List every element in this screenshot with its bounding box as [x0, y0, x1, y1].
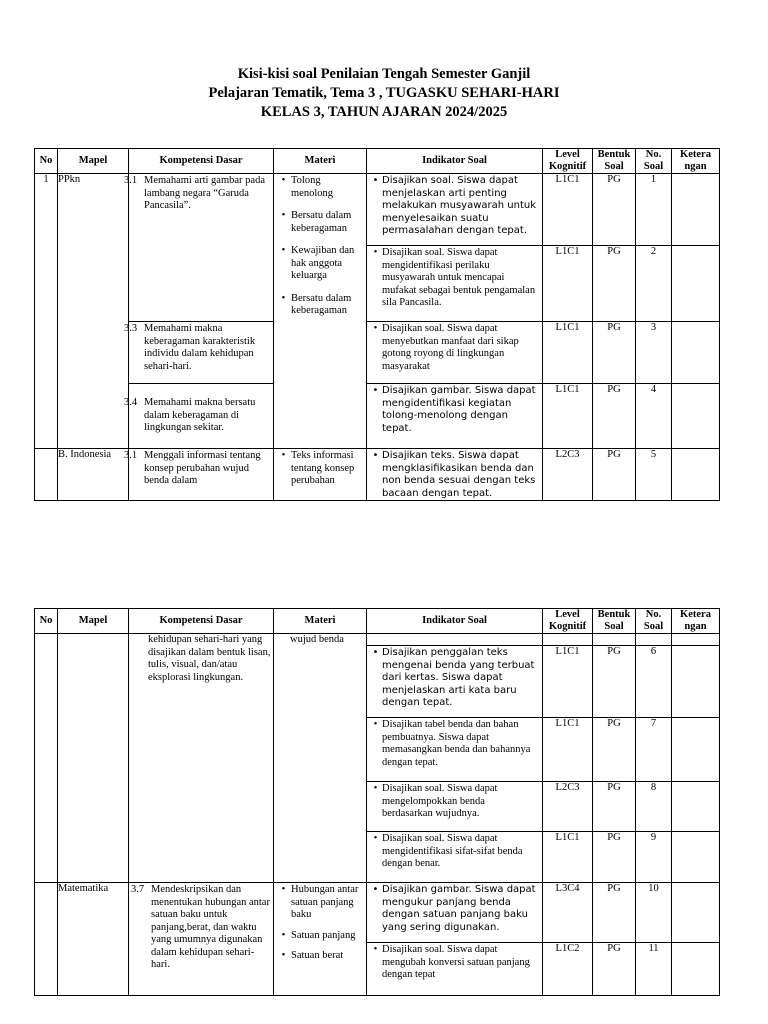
document-subtitle: Pelajaran Tematik, Tema 3 , TUGASKU SEHARI-HARI	[208, 85, 560, 101]
indikator-text: Disajikan teks. Siswa dapat mengklasifikasikan benda dan non benda sesuai dengan teks bacaan dengan tepat.	[382, 450, 536, 499]
bentuk-cell: PG	[593, 782, 636, 832]
bentuk-cell: PG	[593, 718, 636, 782]
bentuk-cell: PG	[593, 384, 636, 449]
bullet-icon: •	[373, 833, 378, 844]
bentuk-cell: PG	[593, 174, 636, 246]
bullet-icon: •	[281, 450, 286, 461]
list-item	[276, 930, 364, 943]
header-no-soal: No. Soal	[636, 609, 672, 634]
materi-cell	[274, 883, 367, 996]
keterangan-cell	[672, 384, 720, 449]
indikator-text: Disajikan soal. Siswa dapat mengidentifikasi sifat-sifat benda dengan benar.	[382, 833, 523, 869]
indikator-cell	[367, 883, 543, 943]
materi-text: Tolong menolong	[291, 175, 333, 199]
bullet-icon: •	[372, 385, 379, 396]
keterangan-cell	[672, 943, 720, 996]
header-kompetensi-dasar: Kompetensi Dasar	[129, 609, 274, 634]
mapel-cell: Matematika	[58, 883, 129, 996]
table-row	[35, 174, 720, 246]
bullet-icon: •	[372, 647, 379, 658]
indikator-cell	[367, 718, 543, 782]
materi-text: Bersatu dalam keberagaman	[291, 210, 352, 234]
kd-number: 3.1	[124, 175, 138, 186]
level-cell: L1C1	[543, 246, 593, 322]
header-level-kognitif: Level Kognitif	[543, 149, 593, 174]
no-soal-cell: 2	[636, 246, 672, 322]
bentuk-cell: PG	[593, 943, 636, 996]
mapel-cell: PPkn	[58, 174, 129, 449]
level-cell: L1C1	[543, 646, 593, 718]
kd-cell	[129, 634, 274, 883]
bentuk-cell: PG	[593, 646, 636, 718]
kd-cell	[124, 322, 274, 384]
header-mapel: Mapel	[58, 149, 129, 174]
level-cell: L3C4	[543, 883, 593, 943]
level-cell	[543, 634, 593, 646]
grid-table-page2	[34, 608, 720, 996]
bentuk-cell: PG	[593, 832, 636, 883]
materi-text: Satuan berat	[291, 950, 344, 961]
header-no: No	[35, 149, 58, 174]
keterangan-cell	[672, 449, 720, 501]
header-keterangan: Ketera ngan	[672, 149, 720, 174]
kd-text: Mendeskripsikan dan menentukan hubungan antar satuan baku untuk panjang,berat, dan waktu yang umumnya digunakan dalam kehidupan sehari-hari.	[151, 884, 270, 970]
header-bentuk-soal: Bentuk Soal	[593, 609, 636, 634]
keterangan-cell	[672, 322, 720, 384]
document-title: Kisi-kisi soal Penilaian Tengah Semester Ganjil	[237, 66, 531, 82]
indikator-cell	[367, 634, 543, 646]
keterangan-cell	[672, 782, 720, 832]
indikator-cell	[367, 832, 543, 883]
bullet-icon: •	[373, 783, 378, 794]
row-number	[35, 634, 58, 883]
indikator-text: Disajikan gambar. Siswa dapat mengukur panjang benda dengan satuan panjang baku yang sering digunakan.	[382, 884, 536, 933]
header-no-soal: No. Soal	[636, 149, 672, 174]
no-soal-cell: 1	[636, 174, 672, 246]
kd-number: 3.4	[124, 397, 138, 408]
table-row	[35, 634, 720, 646]
no-soal-cell: 11	[636, 943, 672, 996]
kd-text: Memahami makna keberagaman karakteristik individu dalam kehidupan sehari-hari.	[144, 323, 256, 372]
materi-text: Satuan panjang	[291, 929, 356, 941]
keterangan-cell	[672, 646, 720, 718]
kd-number: 3.7	[131, 884, 145, 895]
indikator-text: Disajikan soal. Siswa dapat menyebutkan manfaat dari sikap gotong royong di lingkungan masyarakat	[382, 323, 519, 372]
header-mapel: Mapel	[58, 609, 129, 634]
keterangan-cell	[672, 174, 720, 246]
no-soal-cell: 4	[636, 384, 672, 449]
keterangan-cell	[672, 718, 720, 782]
bentuk-cell: PG	[593, 449, 636, 501]
bullet-icon: •	[281, 210, 286, 221]
indikator-text: Disajikan gambar. Siswa dapat mengidentifikasi kegiatan tolong-menolong dengan tepat.	[382, 385, 536, 434]
indikator-cell	[367, 449, 543, 501]
no-soal-cell: 6	[636, 646, 672, 718]
no-soal-cell	[636, 634, 672, 646]
level-cell: L1C1	[543, 718, 593, 782]
header-indikator-soal: Indikator Soal	[367, 609, 543, 634]
level-cell: L1C1	[543, 832, 593, 883]
table-row	[35, 449, 720, 501]
indikator-text: Disajikan soal. Siswa dapat mengidentifikasi perilaku musyawarah untuk mencapai mufakat sebagai bentuk pengamalan sila Pancasila.	[382, 247, 536, 308]
no-soal-cell: 8	[636, 782, 672, 832]
kd-number: 3.3	[124, 323, 138, 334]
indikator-cell	[367, 246, 543, 322]
header-keterangan: Ketera ngan	[672, 609, 720, 634]
materi-cell	[274, 174, 367, 449]
no-soal-cell: 5	[636, 449, 672, 501]
indikator-cell	[367, 782, 543, 832]
indikator-cell	[367, 174, 543, 246]
bullet-icon: •	[281, 245, 286, 256]
keterangan-cell	[672, 832, 720, 883]
keterangan-cell	[672, 634, 720, 646]
list-item	[276, 245, 364, 283]
level-cell: L2C3	[543, 782, 593, 832]
kd-text: kehidupan sehari-hari yang disajikan dalam bentuk lisan, tulis, visual, dan/atau eksplorasi lingkungan.	[148, 634, 271, 683]
level-cell: L1C1	[543, 174, 593, 246]
indikator-cell	[367, 943, 543, 996]
table-row	[35, 322, 720, 384]
materi-cell	[274, 449, 367, 501]
header-row	[35, 149, 720, 174]
bullet-icon: •	[281, 884, 286, 895]
header-level-kognitif: Level Kognitif	[543, 609, 593, 634]
indikator-text: Disajikan soal. Siswa dapat mengubah konversi satuan panjang dengan tepat	[382, 944, 530, 980]
no-soal-cell: 10	[636, 883, 672, 943]
list-item	[276, 175, 364, 200]
list-item	[276, 884, 364, 922]
materi-text: wujud benda	[290, 634, 344, 645]
level-cell: L1C2	[543, 943, 593, 996]
no-soal-cell: 3	[636, 322, 672, 384]
materi-text: Teks informasi tentang konsep perubahan	[291, 450, 355, 486]
kd-cell	[129, 883, 274, 996]
materi-cell	[274, 634, 367, 883]
indikator-text: Disajikan soal. Siswa dapat menjelaskan arti penting melakukan musyawarah untuk menyelesaikan suatu permasalahan dengan tepat.	[382, 175, 537, 236]
bullet-icon: •	[281, 929, 286, 941]
bullet-icon: •	[281, 292, 286, 304]
indikator-cell	[367, 646, 543, 718]
kd-cell	[124, 384, 274, 449]
kd-text: Memahami arti gambar pada lambang negara “Garuda Pancasila”.	[144, 175, 265, 211]
bentuk-cell: PG	[593, 883, 636, 943]
header-bentuk-soal: Bentuk Soal	[593, 149, 636, 174]
materi-text: Bersatu dalam keberagaman	[291, 292, 352, 316]
bullet-icon: •	[373, 323, 378, 334]
bullet-icon: •	[373, 944, 378, 955]
level-cell: L2C3	[543, 449, 593, 501]
kd-text: Memahami makna bersatu dalam keberagaman di lingkungan sekitar.	[144, 397, 256, 433]
kd-number: 3.1	[124, 450, 138, 461]
bullet-icon: •	[372, 175, 379, 186]
list-item	[276, 293, 364, 318]
header-materi: Materi	[274, 609, 367, 634]
keterangan-cell	[672, 883, 720, 943]
table-row	[35, 384, 720, 449]
table-row	[35, 883, 720, 943]
bullet-icon: •	[281, 175, 286, 186]
bentuk-cell	[593, 634, 636, 646]
level-cell: L1C1	[543, 384, 593, 449]
bentuk-cell: PG	[593, 322, 636, 384]
mapel-cell: B. Indonesia	[58, 449, 129, 501]
indikator-text: Disajikan tabel benda dan bahan pembuatnya. Siswa dapat memasangkan benda dan bahannya dengan tepat.	[382, 719, 531, 768]
bullet-icon: •	[372, 450, 379, 461]
bullet-icon: •	[372, 884, 379, 895]
level-cell: L1C1	[543, 322, 593, 384]
row-number	[35, 883, 58, 996]
header-row	[35, 609, 720, 634]
list-item	[276, 950, 364, 963]
bentuk-cell: PG	[593, 246, 636, 322]
header-no: No	[35, 609, 58, 634]
kd-text: Menggali informasi tentang konsep perubahan wujud benda dalam	[144, 450, 261, 486]
indikator-text: Disajikan soal. Siswa dapat mengelompokkan benda berdasarkan wujudnya.	[382, 783, 498, 819]
materi-text: Kewajiban dan hak anggota keluarga	[291, 245, 355, 281]
kd-cell	[124, 174, 274, 322]
header-indikator-soal: Indikator Soal	[367, 149, 543, 174]
grid-table-page1	[34, 148, 720, 501]
header-kompetensi-dasar: Kompetensi Dasar	[129, 149, 274, 174]
mapel-cell	[58, 634, 129, 883]
list-item	[276, 210, 364, 235]
kd-cell	[124, 449, 274, 501]
row-number	[35, 449, 58, 501]
document-class-year: KELAS 3, TAHUN AJARAN 2024/2025	[260, 104, 508, 120]
bullet-icon: •	[281, 950, 286, 961]
header-materi: Materi	[274, 149, 367, 174]
row-number: 1	[35, 174, 58, 449]
bullet-icon: •	[373, 719, 378, 730]
no-soal-cell: 7	[636, 718, 672, 782]
indikator-cell	[367, 322, 543, 384]
keterangan-cell	[672, 246, 720, 322]
bullet-icon: •	[373, 247, 378, 258]
materi-text: Hubungan antar satuan panjang baku	[291, 884, 359, 920]
list-item	[276, 450, 364, 488]
indikator-cell	[367, 384, 543, 449]
indikator-text: Disajikan penggalan teks mengenai benda yang terbuat dari kertas. Siswa dapat menjelaskan arti kata baru dengan tepat.	[382, 647, 535, 708]
no-soal-cell: 9	[636, 832, 672, 883]
